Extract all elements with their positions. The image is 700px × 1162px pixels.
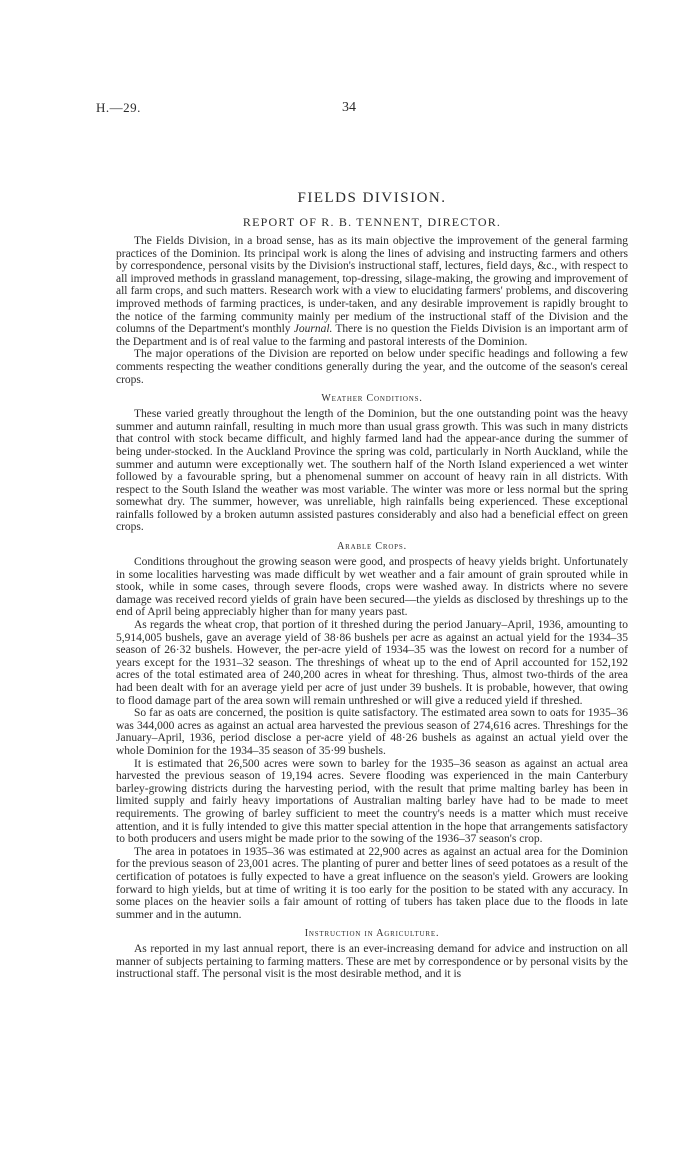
arable-paragraph-wheat: As regards the wheat crop, that portion of it threshed during the period January–April, 1936, amounting to 5,914,005 bushels, gave an average yield of 38·86 bushels per acre as against an actual yield for the 1934–35 season of 26·32 bushels. However, the per-acre yield of 1934–35 was the lowest on record for a number of years except for the 1931–32 season. The threshings of wheat up to the end of April accounted for 152,192 acres of the total estimated area of 240,200 acres in wheat for threshing. Thus, almost two-thirds of the area had been dealt with for an average yield per acre of just under 39 bushels. It is probable, however, that owing to flood damage part of the area sown will remain unthreshed or will give a reduced yield if threshed. [116,619,628,707]
arable-paragraph-barley: It is estimated that 26,500 acres were sown to barley for the 1935–36 season as against an actual area harvested the previous season of 19,194 acres. Severe flooding was experienced in the main Canterbury barley-growing districts during the harvesting period, with the result that prime malting barley has been in limited supply and fairly heavy importations of Australian malting barley have had to be made to meet requirements. The growing of barley sufficient to meet the country's needs is a matter which must receive attention, and it is fully intended to give this matter special attention in the hope that arrangements satisfactory to both producers and users might be made prior to the sowing of the 1936–37 season's crop. [116,757,628,846]
arable-paragraph-1: Conditions throughout the growing season were good, and prospects of heavy yields bright. Unfortunately in some localities harvesting was made difficult by wet weather and a fair amount of grain sprouted while in stook, while in some cases, through severe floods, crops were washed away. In districts where no severe damage was received record yields of grain have been secured—the yields as disclosed by threshings up to the end of April being appreciably higher than for many years past. [116,556,628,619]
heading-weather-conditions: Weather Conditions. [321,393,423,405]
journal-title: Journal. [293,323,333,336]
intro-text-1: The Fields Division, in a broad sense, has as its main objective the improvement of the general farming practices of the Dominion. Its principal work is along the lines of advising and instructing farmers and others by correspondence, personal visits by the Division's instructional staff, lectures, field days, &c., with respect to all improved methods in grassland management, top-dressing, silage-making, the growing and improvement of all farm crops, and such matters. Research work with a view to elucidating farmers' problems, and discovering improved methods of farming practices, is under-taken, and any desirable improvement is rapidly brought to the notice of the farming community mainly per medium of the instructional staff of the Division and the columns of the Department's monthly [116,235,628,336]
intro-paragraph-2: The major operations of the Division are reported on below under specific headings and following a few comments respecting the weather conditions generally during the year, and the outcome of the season's cereal crops. [116,348,628,386]
weather-paragraph: These varied greatly throughout the length of the Dominion, but the one outstanding point was the heavy summer and autumn rainfall, resulting in much more than usual grass growth. This was such in many districts that control with stock became difficult, and highly farmed land had the appear-ance during the summer of being under-stocked. In the Auckland Province the spring was cold, particularly in North Auckland, while the summer and autumn were exceptionally wet. The southern half of the North Island experienced a wet winter followed by a favourable spring, but a phenomenal summer on account of heavy rain in all districts. With respect to the South Island the weather was most variable. The winter was more or less normal but the spring somewhat dry. The summer, however, was unreliable, high rainfalls being experienced. These exceptional rainfalls followed by a broken autumn assisted pastures considerably and also had a beneficial effect on green crops. [116,408,628,534]
page-number: 34 [342,100,356,115]
intro-paragraph [116,235,628,348]
instruction-paragraph: As reported in my last annual report, there is an ever-increasing demand for advice and instruction on all manner of subjects pertaining to farming matters. These are met by correspondence or by personal visits by the instructional staff. The personal visit is the most desirable method, and it is [116,943,628,981]
heading-instruction-in-agriculture: Instruction in Agriculture. [304,928,440,940]
heading-arable-crops: Arable Crops. [337,541,407,553]
arable-paragraph-potatoes: The area in potatoes in 1935–36 was estimated at 22,900 acres as against an actual area for the Dominion for the previous season of 23,001 acres. The planting of purer and better lines of seed potatoes as a result of the certification of potatoes is fully expected to have a great influence on the season's yield. Growers are looking forward to high yields, but at time of writing it is too early for the position to be stated with any accuracy. In some places on the heavier soils a fair amount of rotting of tubers has taken place due to the floods in late summer and in the autumn. [116,845,628,921]
document-reference: H.—29. [96,100,141,115]
intro-text-2: There is no question the Fields Division is an important arm of the Department and is of real value to the farming and pastoral interests of the Dominion. [116,323,628,348]
report-subtitle: REPORT OF R. B. TENNENT, DIRECTOR. [242,215,502,229]
arable-paragraph-oats: So far as oats are concerned, the position is quite satisfactory. The estimated area sown to oats for 1935–36 was 344,000 acres as against an actual area harvested the previous season of 274,616 acres. Threshings for the January–April, 1936, period disclose a per-acre yield of 48·26 bushels as against an actual yield over the whole Dominion for the 1934–35 season of 35·99 bushels. [116,707,628,757]
report-body [116,190,628,981]
section-title: FIELDS DIVISION. [297,190,447,206]
